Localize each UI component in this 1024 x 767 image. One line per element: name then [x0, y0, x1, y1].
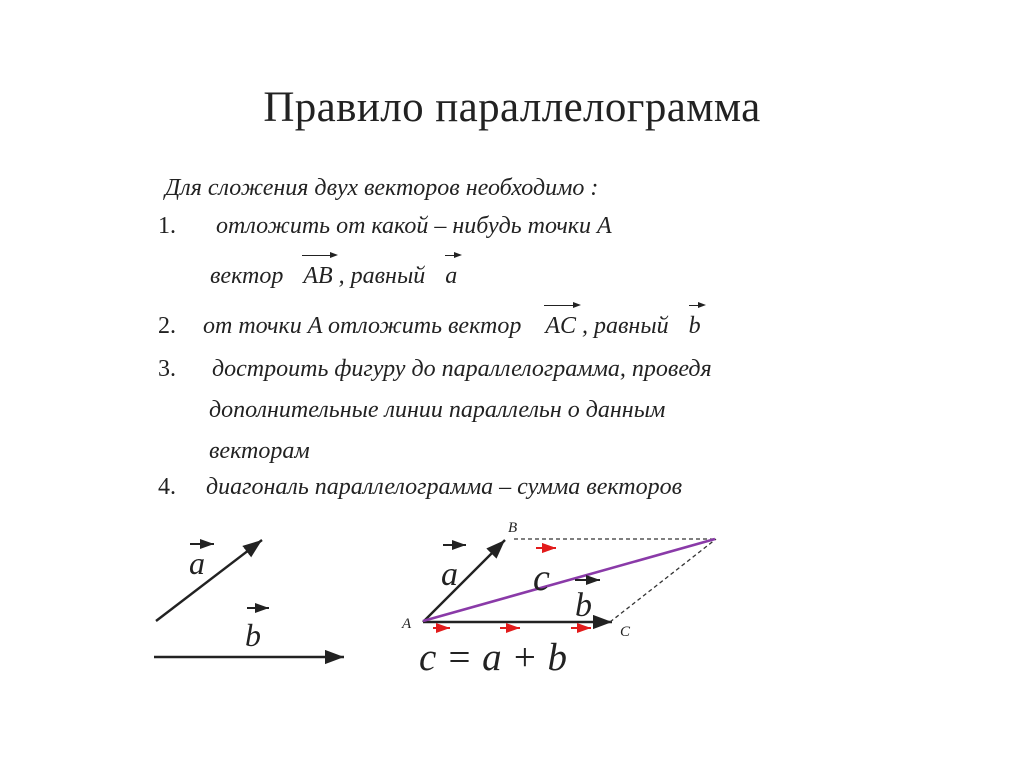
left-vector-a-label: a [189, 545, 205, 581]
step-1b-prefix: вектор [210, 263, 284, 289]
step-3-line-1-text: достроить фигуру до параллелограмма, проведя [212, 356, 712, 382]
page-title: Правило параллелограмма [263, 84, 761, 131]
step-3-number: 3. [158, 356, 176, 382]
step-2-number: 2. [158, 313, 176, 339]
vector-ab: AB [303, 263, 333, 289]
parallelogram-vector-c-label: c [533, 557, 550, 599]
left-vector-b-label: b [245, 617, 261, 653]
vector-a-inline: a [445, 263, 458, 289]
parallelogram-vector-a-label: a [441, 556, 458, 593]
point-a-label: A [402, 616, 412, 632]
step-4-text: диагональ параллелограмма – сумма векторов [206, 474, 683, 500]
sum-formula: c = a + b [419, 636, 567, 679]
parallelogram-vector-b-label: b [575, 587, 592, 624]
step-2-middle: , равный [582, 313, 669, 339]
vector-b-inline: b [688, 313, 701, 339]
point-c-label: C [620, 624, 631, 640]
step-3-line-2-text: дополнительные линии параллельн о данным [209, 397, 666, 423]
step-2-prefix: от точки A отложить вектор [203, 313, 522, 339]
sum-diagonal-line [423, 539, 715, 621]
vector-ac: AC [545, 313, 576, 339]
step-4-number: 4. [158, 474, 176, 500]
step-1b-middle: , равный [338, 263, 426, 289]
parallel-right-dashed-line [610, 539, 716, 622]
point-b-label: B [508, 520, 518, 536]
step-1-text: отложить от какой – нибудь точки A [216, 213, 612, 239]
step-3-line-3-text: векторам [209, 438, 310, 464]
left-vector-a-line [156, 540, 262, 621]
step-1-number: 1. [158, 213, 176, 239]
intro-text: Для сложения двух векторов необходимо : [165, 175, 599, 201]
